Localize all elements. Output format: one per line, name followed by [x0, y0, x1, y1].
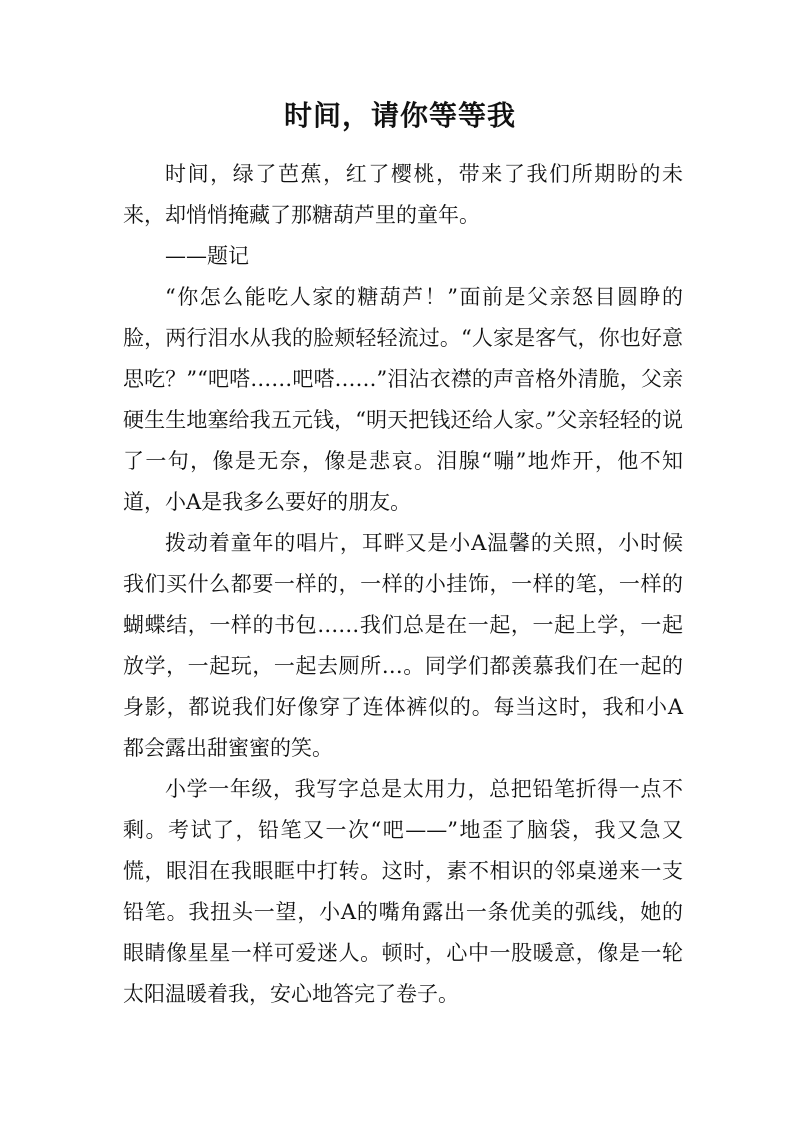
paragraph-epigraph-attribution: ——题记 [165, 244, 249, 268]
paragraph-first-grade: 小学一年级，我写字总是太用力，总把铅笔折得一点不剩。考试了，铅笔又一次“吧——”地歪了脑袋，我又急又慌，眼泪在我眼眶中打转。这时，素不相识的邻桌递来一支铅笔。我扭头一望，小A的嘴角露出一条优美的弧线，她的眼睛像星星一样可爱迷人。顿时，心中一股暖意，像是一轮太阳温暖着我，安心地答完了卷子。 [123, 777, 683, 1006]
paragraph-intro: 时间，绿了芭蕉，红了樱桃，带来了我们所期盼的未来，却悄悄掩藏了那糖葫芦里的童年。 [123, 162, 683, 227]
paragraph-childhood: 拨动着童年的唱片，耳畔又是小A温馨的关照，小时候我们买什么都要一样的，一样的小挂饰，一样的笔，一样的蝴蝶结，一样的书包……我们总是在一起，一起上学，一起放学，一起玩，一起去厕所…。同学们都羡慕我们在一起的身影，都说我们好像穿了连体裤似的。每当这时，我和小A都会露出甜蜜蜜的笑。 [123, 531, 683, 760]
page-title: 时间，请你等等我 [283, 99, 516, 132]
paragraph-father: “你怎么能吃人家的糖葫芦！”面前是父亲怒目圆睁的脸，两行泪水从我的脸颊轻轻流过。“人家是客气，你也好意思吃？”“吧嗒……吧嗒……”泪沾衣襟的声音格外清脆，父亲硬生生地塞给我五元钱，“明天把钱还给人家。”父亲轻轻的说了一句，像是无奈，像是悲哀。泪腺“嘣”地炸开，他不知道，小A是我多么要好的朋友。 [123, 285, 683, 514]
essay-body [123, 154, 683, 1015]
